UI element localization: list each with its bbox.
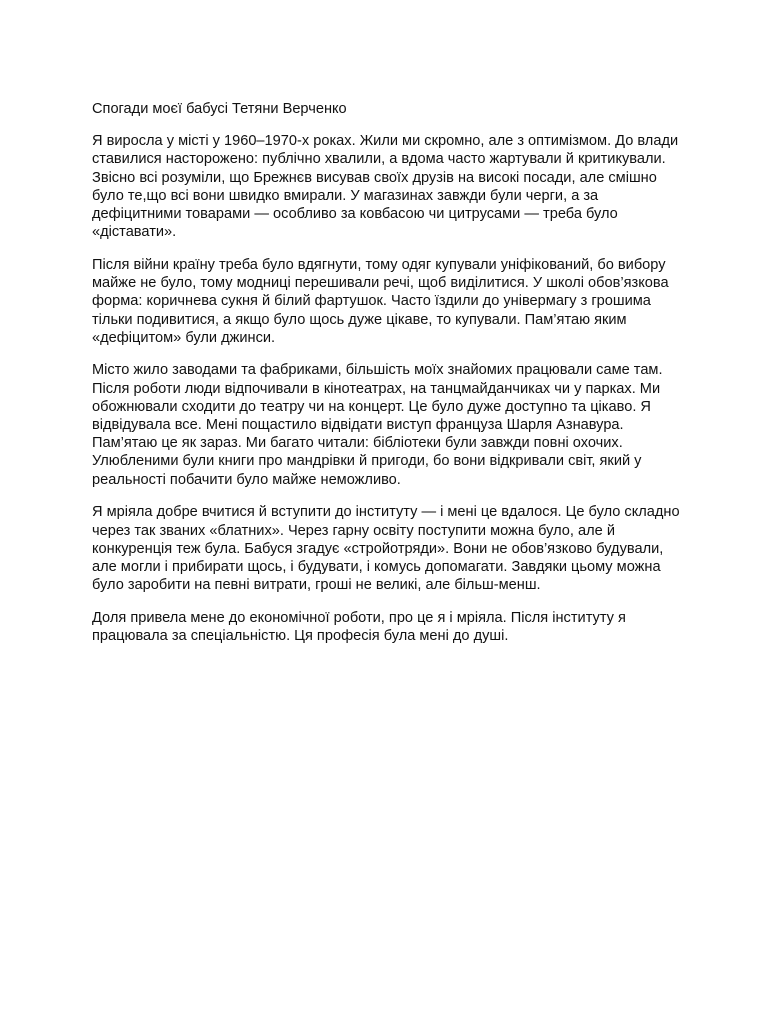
text-line: але могли і прибирати щось, і будувати, і комусь допомагати. Завдяки цьому можна [92,558,661,575]
paragraph-5 [92,609,672,645]
text-line: майже не було, тому модниці перешивали речі, щоб виділитися. У школі обов’язкова [92,275,669,292]
text-line: було заробити на певні витрати, гроші не великі, але більш-менш. [92,577,541,594]
text-line: конкуренція теж була. Бабуся згадує «стройотряди». Вони не обов’язково будували, [92,540,664,557]
text-line: працювала за спеціальністю. Ця професія була мені до душі. [92,628,509,645]
text-line: «діставати». [92,224,177,241]
text-line: Місто жило заводами та фабриками, більшість моїх знайомих працювали саме там. [92,362,663,379]
text-line: Пам’ятаю це як зараз. Ми багато читали: бібліотеки були завжди повні охочих. [92,435,623,452]
text-line: Після війни країну треба було вдягнути, тому одяг купували уніфікований, бо вибору [92,256,666,273]
text-line: «дефіцитом» були джинси. [92,329,276,346]
text-line: ставилися насторожено: публічно хвалили, а вдома часто жартували й критикували. [92,151,666,168]
text-line: Я мріяла добре вчитися й вступити до інституту — і мені це вдалося. Це було складно [92,504,680,521]
paragraph-4 [92,503,680,594]
text-line: Улюбленими були книги про мандрівки й пригоди, бо вони відкривали світ, який у [92,453,642,470]
text-line: через так званих «блатних». Через гарну освіту поступити можна було, але й [92,522,615,539]
text-line: Після роботи люди відпочивали в кінотеатрах, на танцмайданчиках чи у парках. Ми [92,380,661,397]
paragraph-2 [92,256,672,347]
paragraph-1 [92,132,679,241]
text-line: тільки подивитися, а якщо було щось дуже цікаве, то купували. Пам’ятаю яким [92,311,627,328]
document-page [92,100,680,660]
text-line: відвідувала все. Мені пощастило відвідати виступ француза Шарля Азнавура. [92,417,624,434]
paragraph-3 [92,361,672,488]
text-line: Я виросла у місті у 1960–1970-х роках. Жили ми скромно, але з оптимізмом. До влади [92,133,679,150]
text-line: реальності побачити було майже неможливо. [92,471,401,488]
text-line: Доля привела мене до економічної роботи, про це я і мріяла. Після інституту я [92,609,626,626]
text-line: було те,що всі вони швидко вмирали. У магазинах завжди були черги, а за [92,187,599,204]
document-title: Спогади моєї бабусі Тетяни Верченко [92,101,347,117]
text-line: дефіцитними товарами — особливо за ковбасою чи цитрусами — треба було [92,206,618,223]
text-line: Звісно всі розуміли, що Брежнєв висував своїх друзів на високі посади, але смішно [92,169,657,186]
text-line: форма: коричнева сукня й білий фартушок. Часто їздили до універмагу з грошима [92,293,651,310]
text-line: обожнювали сходити до театру чи на концерт. Це було дуже доступно та цікаво. Я [92,398,651,415]
